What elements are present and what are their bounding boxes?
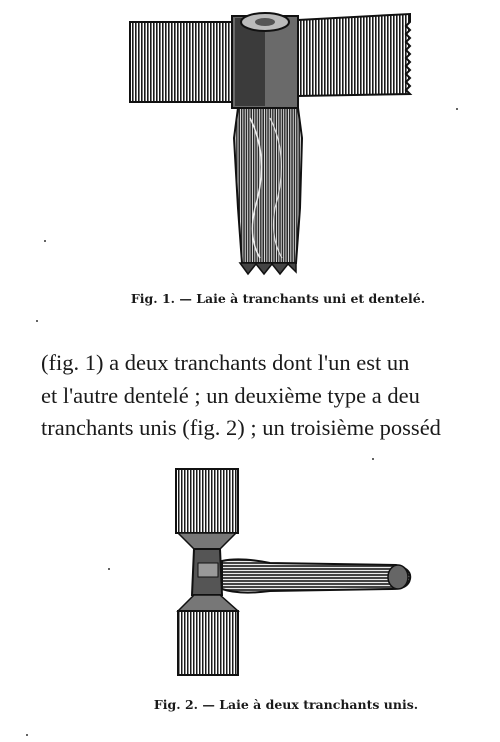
print-speck <box>372 458 374 460</box>
fig1-caption: Fig. 1. — Laie à tranchants uni et dentelé. <box>130 291 426 306</box>
print-speck <box>26 734 28 736</box>
paragraph-line-3: tranchants unis (fig. 2) ; un troisième posséd <box>41 415 441 440</box>
fig2-caption: Fig. 2. — Laie à deux tranchants unis. <box>153 697 419 712</box>
print-speck <box>44 240 46 242</box>
laie-handle <box>234 108 302 274</box>
fig2-illustration <box>160 465 420 680</box>
double-laie-handle <box>222 559 410 592</box>
paragraph-line-2: et l'autre dentelé ; un deuxième type a deu <box>41 383 420 408</box>
laie-head <box>130 13 410 108</box>
fig1-illustration <box>120 8 420 283</box>
paragraph-line-1: (fig. 1) a deux tranchants dont l'un est un <box>41 350 410 375</box>
print-speck <box>36 320 38 322</box>
print-speck <box>108 568 110 570</box>
print-speck <box>456 108 458 110</box>
